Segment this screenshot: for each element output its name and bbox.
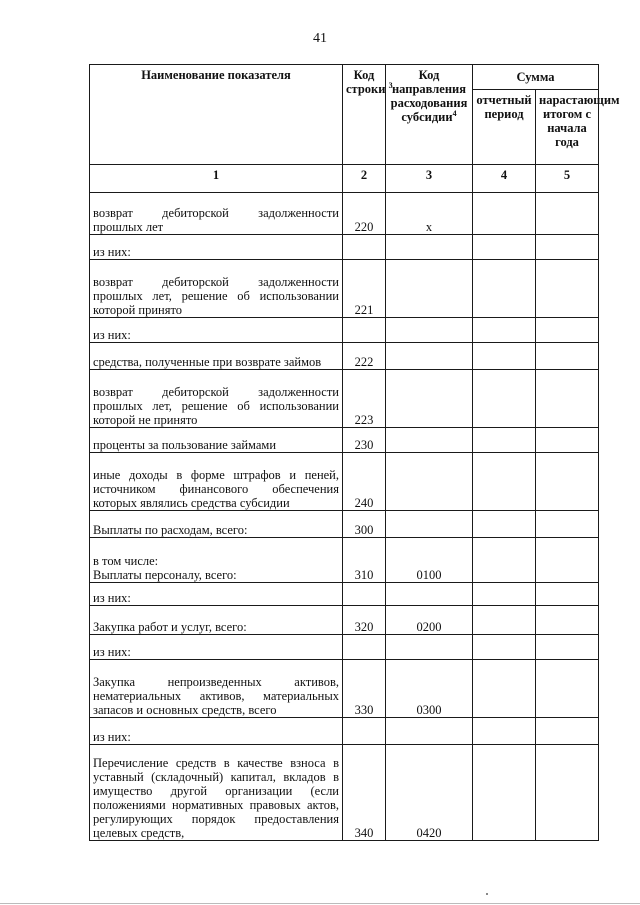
- header-reporting-period: отчетный период: [473, 90, 536, 165]
- row-cumulative-value: [536, 718, 599, 745]
- row-name: возврат дебиторской задолженности прошлых лет, решение об использовании которой не принято: [90, 370, 343, 428]
- table-row: [90, 343, 599, 370]
- row-name: из них:: [90, 235, 343, 260]
- row-name: из них:: [90, 583, 343, 606]
- row-code: 230: [343, 428, 386, 453]
- row-direction-code: [386, 260, 473, 318]
- row-cumulative-value: [536, 635, 599, 660]
- row-cumulative-value: [536, 235, 599, 260]
- row-direction-code: [386, 718, 473, 745]
- row-code: 330: [343, 660, 386, 718]
- page-number: 41: [313, 31, 327, 46]
- column-number: 4: [473, 165, 536, 193]
- row-direction-code: [386, 635, 473, 660]
- table-header: [90, 65, 620, 193]
- row-reporting-period-value: [473, 260, 536, 318]
- table-row: [90, 370, 599, 428]
- header-cumulative: нарастающим итогом с начала года: [536, 90, 599, 165]
- table-row: [90, 260, 599, 318]
- scan-mark: [486, 893, 488, 895]
- row-name: средства, полученные при возврате займов: [90, 343, 343, 370]
- row-reporting-period-value: [473, 583, 536, 606]
- row-direction-code: 0420: [386, 745, 473, 841]
- table-body: [90, 193, 599, 841]
- row-name: возврат дебиторской задолженности прошлых лет, решение об использовании которой принято: [90, 260, 343, 318]
- row-name: Выплаты по расходам, всего:: [90, 511, 343, 538]
- row-code: [343, 635, 386, 660]
- row-direction-code: 0100: [386, 538, 473, 583]
- row-name: из них:: [90, 635, 343, 660]
- row-reporting-period-value: [473, 606, 536, 635]
- row-code: 320: [343, 606, 386, 635]
- row-reporting-period-value: [473, 511, 536, 538]
- table-row: [90, 718, 599, 745]
- row-cumulative-value: [536, 343, 599, 370]
- row-reporting-period-value: [473, 453, 536, 511]
- row-code: 340: [343, 745, 386, 841]
- row-code: 223: [343, 370, 386, 428]
- row-cumulative-value: [536, 583, 599, 606]
- row-name: Закупка работ и услуг, всего:: [90, 606, 343, 635]
- row-name: возврат дебиторской задолженности прошлых лет: [90, 193, 343, 235]
- row-direction-code: [386, 370, 473, 428]
- table-row: [90, 606, 599, 635]
- row-cumulative-value: [536, 538, 599, 583]
- row-reporting-period-value: [473, 193, 536, 235]
- row-direction-code: [386, 343, 473, 370]
- table-row: [90, 318, 599, 343]
- row-direction-code: [386, 428, 473, 453]
- row-reporting-period-value: [473, 745, 536, 841]
- header-row-code: Код строки $^3$: [343, 65, 386, 165]
- row-cumulative-value: [536, 660, 599, 718]
- row-code: [343, 318, 386, 343]
- row-direction-code: 0200: [386, 606, 473, 635]
- row-code: 221: [343, 260, 386, 318]
- row-code: 300: [343, 511, 386, 538]
- row-name: Перечисление средств в качестве взноса в уставный (складочный) капитал, вкладов в имущество другой организации (если положениями нормативных правовых актов, регулирующих порядок предоставления целевых средств,: [90, 745, 343, 841]
- row-direction-code: 0300: [386, 660, 473, 718]
- header-direction-code: Код направления расходования субсидии$^4$: [386, 65, 473, 165]
- row-code: [343, 718, 386, 745]
- row-reporting-period-value: [473, 235, 536, 260]
- row-direction-code: х: [386, 193, 473, 235]
- row-reporting-period-value: [473, 538, 536, 583]
- row-cumulative-value: [536, 511, 599, 538]
- row-reporting-period-value: [473, 635, 536, 660]
- row-cumulative-value: [536, 318, 599, 343]
- row-name: Закупка непроизведенных активов, нематериальных активов, материальных запасов и основных средств, всего: [90, 660, 343, 718]
- row-reporting-period-value: [473, 660, 536, 718]
- row-cumulative-value: [536, 260, 599, 318]
- column-number: 3: [386, 165, 473, 193]
- row-cumulative-value: [536, 745, 599, 841]
- row-code: 220: [343, 193, 386, 235]
- table-row: [90, 453, 599, 511]
- scan-edge: [0, 903, 640, 904]
- row-cumulative-value: [536, 370, 599, 428]
- row-code: 310: [343, 538, 386, 583]
- row-cumulative-value: [536, 606, 599, 635]
- row-cumulative-value: [536, 193, 599, 235]
- row-code: 240: [343, 453, 386, 511]
- row-name: иные доходы в форме штрафов и пеней, источником финансового обеспечения которых являлись средства субсидии: [90, 453, 343, 511]
- report-table: [89, 64, 620, 841]
- row-code: 222: [343, 343, 386, 370]
- row-reporting-period-value: [473, 318, 536, 343]
- row-cumulative-value: [536, 453, 599, 511]
- row-name: из них:: [90, 318, 343, 343]
- column-number: 1: [90, 165, 343, 193]
- header-sum: Сумма: [473, 65, 599, 90]
- table-row: [90, 235, 599, 260]
- row-direction-code: [386, 235, 473, 260]
- row-direction-code: [386, 511, 473, 538]
- header-name: Наименование показателя: [90, 65, 343, 165]
- row-name: проценты за пользование займами: [90, 428, 343, 453]
- column-number: 2: [343, 165, 386, 193]
- row-direction-code: [386, 453, 473, 511]
- row-reporting-period-value: [473, 718, 536, 745]
- table-row: [90, 428, 599, 453]
- table-row: [90, 745, 599, 841]
- row-reporting-period-value: [473, 428, 536, 453]
- row-reporting-period-value: [473, 370, 536, 428]
- row-code: [343, 235, 386, 260]
- row-name: из них:: [90, 718, 343, 745]
- row-cumulative-value: [536, 428, 599, 453]
- row-direction-code: [386, 318, 473, 343]
- column-number: 5: [536, 165, 599, 193]
- table-row: [90, 193, 599, 235]
- table-row: [90, 660, 599, 718]
- table-row: [90, 583, 599, 606]
- table-row: [90, 511, 599, 538]
- row-reporting-period-value: [473, 343, 536, 370]
- row-direction-code: [386, 583, 473, 606]
- table-row: [90, 635, 599, 660]
- row-name: в том числе: Выплаты персоналу, всего:: [90, 538, 343, 583]
- row-code: [343, 583, 386, 606]
- table-row: [90, 538, 599, 583]
